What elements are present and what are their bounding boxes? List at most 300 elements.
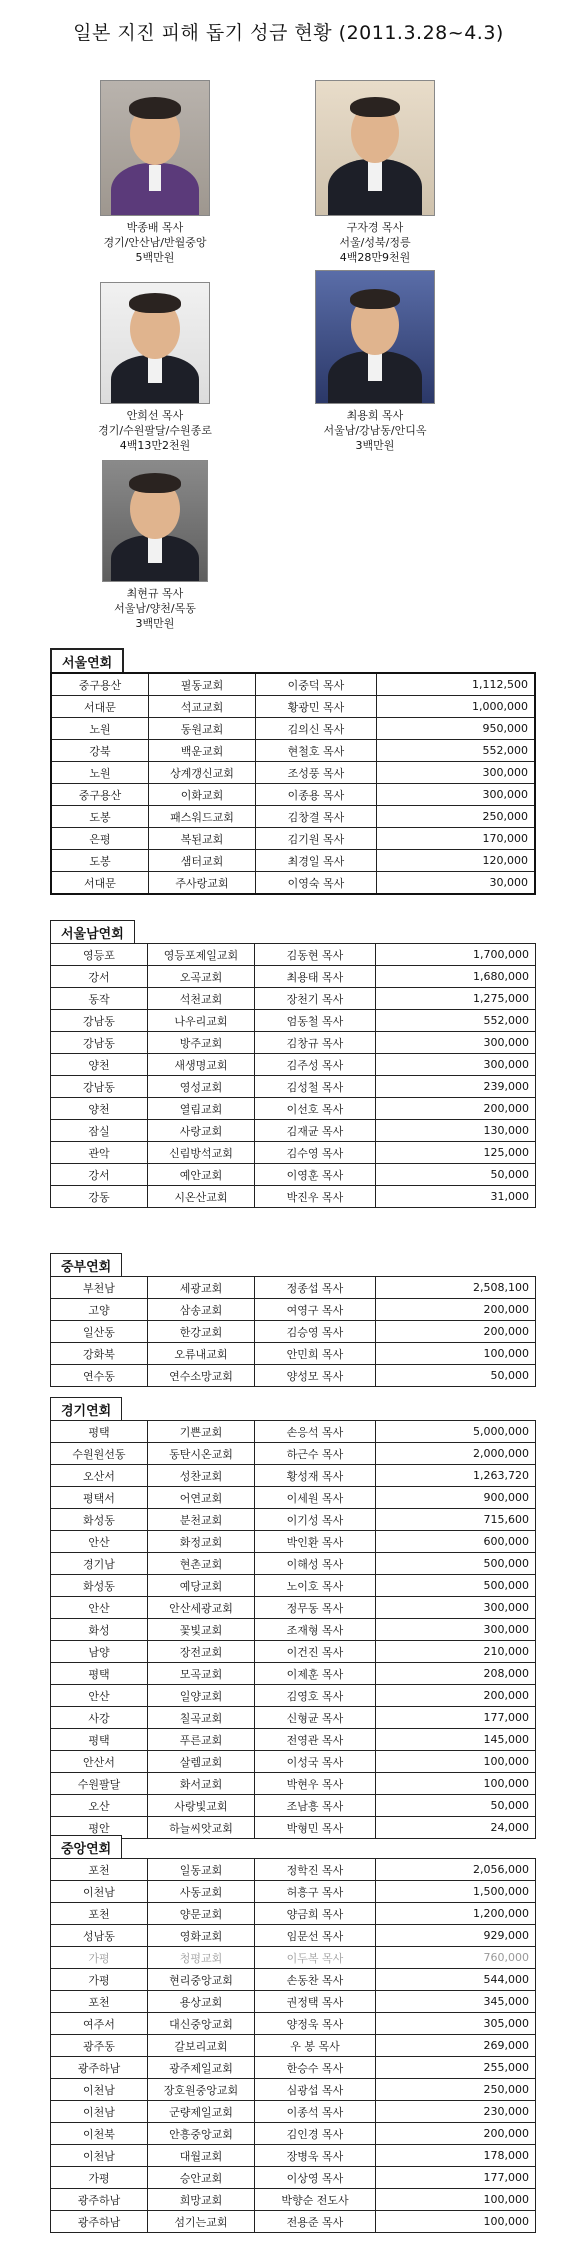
amount-cell: 200,000 — [376, 1299, 536, 1321]
pastor-cell: 임문선 목사 — [255, 1925, 376, 1947]
district-cell: 이천남 — [51, 1881, 148, 1903]
district-cell: 강남동 — [51, 1076, 148, 1098]
pastor-cell: 김수영 목사 — [255, 1142, 376, 1164]
church-cell: 현촌교회 — [148, 1553, 255, 1575]
section-label: 서울연회 — [50, 648, 124, 672]
amount-cell: 177,000 — [376, 1707, 536, 1729]
church-cell: 용상교회 — [148, 1991, 255, 2013]
pastor-cell: 현철호 목사 — [256, 740, 377, 762]
district-cell: 이천북 — [51, 2123, 148, 2145]
church-cell: 영등포제일교회 — [148, 944, 255, 966]
district-cell: 안산 — [51, 1685, 148, 1707]
pastor-cell: 이중덕 목사 — [256, 673, 377, 696]
church-cell: 방주교회 — [148, 1032, 255, 1054]
church-cell: 대월교회 — [148, 2145, 255, 2167]
church-cell: 사동교회 — [148, 1881, 255, 1903]
district-cell: 안산 — [51, 1531, 148, 1553]
table-row — [51, 1010, 536, 1032]
amount-cell: 600,000 — [376, 1531, 536, 1553]
church-cell: 일동교회 — [148, 1859, 255, 1881]
amount-cell: 715,600 — [376, 1509, 536, 1531]
amount-cell: 100,000 — [376, 2189, 536, 2211]
district-cell: 강남동 — [51, 1032, 148, 1054]
table-row — [51, 1553, 536, 1575]
table-row — [51, 1991, 536, 2013]
table-row — [51, 2211, 536, 2233]
pastor-cell: 박향순 전도사 — [255, 2189, 376, 2211]
church-cell: 갈보리교회 — [148, 2035, 255, 2057]
donor-card — [275, 80, 475, 265]
portrait-image — [100, 80, 210, 216]
pastor-cell: 조성풍 목사 — [256, 762, 377, 784]
table-row — [51, 2101, 536, 2123]
amount-cell: 300,000 — [376, 1054, 536, 1076]
amount-cell: 5,000,000 — [376, 1421, 536, 1443]
pastor-cell: 최경일 목사 — [256, 850, 377, 872]
amount-cell: 1,200,000 — [376, 1903, 536, 1925]
church-cell: 시온산교회 — [148, 1186, 255, 1208]
donor-location: 서울/성북/정릉 — [339, 236, 411, 249]
amount-cell: 239,000 — [376, 1076, 536, 1098]
amount-cell: 31,000 — [376, 1186, 536, 1208]
pastor-cell: 노이호 목사 — [255, 1575, 376, 1597]
church-cell: 동탄시온교회 — [148, 1443, 255, 1465]
table-row — [51, 1054, 536, 1076]
amount-cell: 2,056,000 — [376, 1859, 536, 1881]
district-cell: 광주동 — [51, 2035, 148, 2057]
district-cell: 안산서 — [51, 1751, 148, 1773]
amount-cell: 929,000 — [376, 1925, 536, 1947]
district-cell: 도봉 — [51, 850, 149, 872]
church-cell: 새생명교회 — [148, 1054, 255, 1076]
donor-name: 박종배 목사 — [126, 221, 184, 234]
pastor-cell: 박인환 목사 — [255, 1531, 376, 1553]
district-cell: 관악 — [51, 1142, 148, 1164]
amount-cell: 760,000 — [376, 1947, 536, 1969]
church-cell: 백운교회 — [149, 740, 256, 762]
table-row — [51, 966, 536, 988]
table-row — [51, 1465, 536, 1487]
donor-card — [275, 270, 475, 453]
district-cell: 도봉 — [51, 806, 149, 828]
pastor-cell: 여영구 목사 — [255, 1299, 376, 1321]
church-cell: 사랑교회 — [148, 1120, 255, 1142]
church-cell: 대신중앙교회 — [148, 2013, 255, 2035]
church-cell: 현리중앙교회 — [148, 1969, 255, 1991]
church-cell: 영화교회 — [148, 1925, 255, 1947]
pastor-cell: 양금희 목사 — [255, 1903, 376, 1925]
district-cell: 평안 — [51, 1817, 148, 1839]
donation-table — [50, 943, 536, 1208]
table-row — [51, 1707, 536, 1729]
amount-cell: 130,000 — [376, 1120, 536, 1142]
church-cell: 칠곡교회 — [148, 1707, 255, 1729]
table-row — [51, 872, 535, 895]
table-row — [51, 2013, 536, 2035]
amount-cell: 552,000 — [376, 1010, 536, 1032]
church-cell: 오곡교회 — [148, 966, 255, 988]
amount-cell: 1,263,720 — [376, 1465, 536, 1487]
table-row — [51, 1903, 536, 1925]
pastor-cell: 안민희 목사 — [255, 1343, 376, 1365]
table-row — [51, 1299, 536, 1321]
pastor-cell: 전용준 목사 — [255, 2211, 376, 2233]
amount-cell: 250,000 — [377, 806, 536, 828]
pastor-cell: 허흥구 목사 — [255, 1881, 376, 1903]
church-cell: 청평교회 — [148, 1947, 255, 1969]
table-row — [51, 718, 535, 740]
district-cell: 안산 — [51, 1597, 148, 1619]
district-cell: 평택 — [51, 1663, 148, 1685]
district-cell: 광주하남 — [51, 2211, 148, 2233]
table-row — [51, 828, 535, 850]
district-cell: 광주하남 — [51, 2057, 148, 2079]
pastor-cell: 이종용 목사 — [256, 784, 377, 806]
amount-cell: 300,000 — [377, 784, 536, 806]
church-cell: 안흥중앙교회 — [148, 2123, 255, 2145]
donor-location: 서울남/강남동/안디옥 — [323, 424, 427, 437]
church-cell: 신림방석교회 — [148, 1142, 255, 1164]
pastor-cell: 조남흥 목사 — [255, 1795, 376, 1817]
district-cell: 영등포 — [51, 944, 148, 966]
district-cell: 광주하남 — [51, 2189, 148, 2211]
table-row — [51, 988, 536, 1010]
church-cell: 열림교회 — [148, 1098, 255, 1120]
pastor-cell: 이영숙 목사 — [256, 872, 377, 895]
district-cell: 가평 — [51, 2167, 148, 2189]
table-row — [51, 2123, 536, 2145]
church-cell: 세광교회 — [148, 1277, 255, 1299]
donor-name: 최용희 목사 — [346, 409, 404, 422]
pastor-cell: 양성모 목사 — [255, 1365, 376, 1387]
pastor-cell: 김동현 목사 — [255, 944, 376, 966]
table-row — [51, 1321, 536, 1343]
district-cell: 포천 — [51, 1903, 148, 1925]
amount-cell: 255,000 — [376, 2057, 536, 2079]
table-row — [51, 673, 535, 696]
table-row — [51, 2057, 536, 2079]
pastor-cell: 장병욱 목사 — [255, 2145, 376, 2167]
table-row — [51, 762, 535, 784]
amount-cell: 305,000 — [376, 2013, 536, 2035]
table-row — [51, 696, 535, 718]
amount-cell: 200,000 — [376, 1685, 536, 1707]
table-row — [51, 784, 535, 806]
table-row — [51, 1343, 536, 1365]
district-cell: 부천남 — [51, 1277, 148, 1299]
district-cell: 서대문 — [51, 696, 149, 718]
amount-cell: 552,000 — [377, 740, 536, 762]
amount-cell: 200,000 — [376, 1098, 536, 1120]
donor-amount: 5백만원 — [135, 251, 175, 264]
pastor-cell: 장천기 목사 — [255, 988, 376, 1010]
conference-section-seoul — [50, 648, 536, 895]
amount-cell: 200,000 — [376, 1321, 536, 1343]
pastor-cell: 김주성 목사 — [255, 1054, 376, 1076]
amount-cell: 50,000 — [376, 1795, 536, 1817]
table-row — [51, 1969, 536, 1991]
district-cell: 잠실 — [51, 1120, 148, 1142]
district-cell: 동작 — [51, 988, 148, 1010]
amount-cell: 300,000 — [377, 762, 536, 784]
district-cell: 연수동 — [51, 1365, 148, 1387]
amount-cell: 125,000 — [376, 1142, 536, 1164]
pastor-cell: 김성철 목사 — [255, 1076, 376, 1098]
amount-cell: 177,000 — [376, 2167, 536, 2189]
amount-cell: 24,000 — [376, 1817, 536, 1839]
district-cell: 은평 — [51, 828, 149, 850]
pastor-cell: 김승영 목사 — [255, 1321, 376, 1343]
amount-cell: 269,000 — [376, 2035, 536, 2057]
district-cell: 수원팔달 — [51, 1773, 148, 1795]
table-row — [51, 1773, 536, 1795]
district-cell: 경기남 — [51, 1553, 148, 1575]
church-cell: 삼송교회 — [148, 1299, 255, 1321]
portrait-image — [315, 270, 435, 404]
pastor-cell: 김재균 목사 — [255, 1120, 376, 1142]
table-row — [51, 1365, 536, 1387]
amount-cell: 100,000 — [376, 1751, 536, 1773]
church-cell: 모곡교회 — [148, 1663, 255, 1685]
church-cell: 필동교회 — [149, 673, 256, 696]
amount-cell: 100,000 — [376, 2211, 536, 2233]
district-cell: 중구용산 — [51, 784, 149, 806]
donor-card — [55, 80, 255, 265]
district-cell: 강화북 — [51, 1343, 148, 1365]
donation-table — [50, 1858, 536, 2233]
pastor-cell: 손응석 목사 — [255, 1421, 376, 1443]
table-row — [51, 1575, 536, 1597]
pastor-cell: 이영훈 목사 — [255, 1164, 376, 1186]
church-cell: 주사랑교회 — [149, 872, 256, 895]
donor-name: 안희선 목사 — [126, 409, 184, 422]
amount-cell: 145,000 — [376, 1729, 536, 1751]
donor-location: 경기/수원팔달/수원종로 — [98, 424, 212, 437]
table-row — [51, 2145, 536, 2167]
amount-cell: 950,000 — [377, 718, 536, 740]
district-cell: 화성동 — [51, 1575, 148, 1597]
table-row — [51, 1795, 536, 1817]
pastor-cell: 이제훈 목사 — [255, 1663, 376, 1685]
amount-cell: 178,000 — [376, 2145, 536, 2167]
district-cell: 수원원선동 — [51, 1443, 148, 1465]
church-cell: 한강교회 — [148, 1321, 255, 1343]
amount-cell: 208,000 — [376, 1663, 536, 1685]
table-row — [51, 1859, 536, 1881]
pastor-cell: 이상영 목사 — [255, 2167, 376, 2189]
pastor-cell: 이기성 목사 — [255, 1509, 376, 1531]
amount-cell: 170,000 — [377, 828, 536, 850]
district-cell: 여주서 — [51, 2013, 148, 2035]
table-row — [51, 1076, 536, 1098]
donation-table — [50, 1420, 536, 1839]
pastor-cell: 황광민 목사 — [256, 696, 377, 718]
district-cell: 사강 — [51, 1707, 148, 1729]
table-row — [51, 1641, 536, 1663]
church-cell: 화서교회 — [148, 1773, 255, 1795]
pastor-cell: 정종섭 목사 — [255, 1277, 376, 1299]
amount-cell: 100,000 — [376, 1773, 536, 1795]
pastor-cell: 전영관 목사 — [255, 1729, 376, 1751]
district-cell: 중구용산 — [51, 673, 149, 696]
district-cell: 포천 — [51, 1859, 148, 1881]
table-row — [51, 1186, 536, 1208]
amount-cell: 500,000 — [376, 1553, 536, 1575]
pastor-cell: 하근수 목사 — [255, 1443, 376, 1465]
pastor-cell: 박현우 목사 — [255, 1773, 376, 1795]
district-cell: 화성동 — [51, 1509, 148, 1531]
amount-cell: 120,000 — [377, 850, 536, 872]
table-row — [51, 2035, 536, 2057]
church-cell: 어연교회 — [148, 1487, 255, 1509]
pastor-cell: 이세원 목사 — [255, 1487, 376, 1509]
pastor-cell: 조재형 목사 — [255, 1619, 376, 1641]
church-cell: 분천교회 — [148, 1509, 255, 1531]
amount-cell: 200,000 — [376, 2123, 536, 2145]
amount-cell: 250,000 — [376, 2079, 536, 2101]
pastor-cell: 엄동철 목사 — [255, 1010, 376, 1032]
pastor-cell: 이건진 목사 — [255, 1641, 376, 1663]
amount-cell: 210,000 — [376, 1641, 536, 1663]
church-cell: 영성교회 — [148, 1076, 255, 1098]
district-cell: 가평 — [51, 1969, 148, 1991]
section-label: 서울남연회 — [50, 920, 135, 943]
portrait-image — [315, 80, 435, 216]
table-row — [51, 1751, 536, 1773]
district-cell: 평택서 — [51, 1487, 148, 1509]
table-row — [51, 1164, 536, 1186]
table-row — [51, 1487, 536, 1509]
church-cell: 예안교회 — [148, 1164, 255, 1186]
table-row — [51, 2079, 536, 2101]
church-cell: 동원교회 — [149, 718, 256, 740]
amount-cell: 1,000,000 — [377, 696, 536, 718]
amount-cell: 230,000 — [376, 2101, 536, 2123]
donor-card — [55, 460, 255, 631]
pastor-cell: 김창결 목사 — [256, 806, 377, 828]
district-cell: 이천남 — [51, 2101, 148, 2123]
table-row — [51, 1032, 536, 1054]
church-cell: 석천교회 — [148, 988, 255, 1010]
district-cell: 서대문 — [51, 872, 149, 895]
table-row — [51, 1277, 536, 1299]
district-cell: 가평 — [51, 1947, 148, 1969]
table-row — [51, 2167, 536, 2189]
table-row — [51, 1142, 536, 1164]
pastor-cell: 황성재 목사 — [255, 1465, 376, 1487]
church-cell: 나우리교회 — [148, 1010, 255, 1032]
amount-cell: 1,680,000 — [376, 966, 536, 988]
section-label: 경기연회 — [50, 1397, 122, 1420]
pastor-cell: 신형균 목사 — [255, 1707, 376, 1729]
amount-cell: 1,500,000 — [376, 1881, 536, 1903]
amount-cell: 1,275,000 — [376, 988, 536, 1010]
district-cell: 강서 — [51, 1164, 148, 1186]
district-cell: 노원 — [51, 718, 149, 740]
amount-cell: 50,000 — [376, 1365, 536, 1387]
pastor-cell: 한승수 목사 — [255, 2057, 376, 2079]
donor-name: 구자경 목사 — [346, 221, 404, 234]
pastor-cell: 우 봉 목사 — [255, 2035, 376, 2057]
donor-card — [55, 282, 255, 453]
district-cell: 성남동 — [51, 1925, 148, 1947]
conference-section-gyeonggi — [50, 1397, 536, 1839]
district-cell: 오산 — [51, 1795, 148, 1817]
church-cell: 오류내교회 — [148, 1343, 255, 1365]
donation-table — [50, 1276, 536, 1387]
church-cell: 희망교회 — [148, 2189, 255, 2211]
amount-cell: 500,000 — [376, 1575, 536, 1597]
pastor-cell: 이종석 목사 — [255, 2101, 376, 2123]
pastor-cell: 이성국 목사 — [255, 1751, 376, 1773]
district-cell: 강남동 — [51, 1010, 148, 1032]
church-cell: 승안교회 — [148, 2167, 255, 2189]
pastor-cell: 이선호 목사 — [255, 1098, 376, 1120]
donor-name: 최현규 목사 — [126, 587, 184, 600]
conference-section-jungang — [50, 1835, 536, 2233]
table-row — [51, 1947, 536, 1969]
section-label: 중앙연회 — [50, 1835, 122, 1858]
table-row — [51, 1531, 536, 1553]
amount-cell: 2,508,100 — [376, 1277, 536, 1299]
pastor-cell: 양정욱 목사 — [255, 2013, 376, 2035]
church-cell: 샘터교회 — [149, 850, 256, 872]
amount-cell: 1,700,000 — [376, 944, 536, 966]
church-cell: 꽃빛교회 — [148, 1619, 255, 1641]
district-cell: 포천 — [51, 1991, 148, 2013]
table-row — [51, 1663, 536, 1685]
church-cell: 화정교회 — [148, 1531, 255, 1553]
district-cell: 이천남 — [51, 2079, 148, 2101]
donor-amount: 3백만원 — [135, 617, 175, 630]
table-row — [51, 1685, 536, 1707]
pastor-cell: 김의신 목사 — [256, 718, 377, 740]
table-row — [51, 1619, 536, 1641]
church-cell: 기쁜교회 — [148, 1421, 255, 1443]
church-cell: 사랑빛교회 — [148, 1795, 255, 1817]
donor-amount: 4백13만2천원 — [119, 439, 191, 452]
pastor-cell: 정무동 목사 — [255, 1597, 376, 1619]
amount-cell: 50,000 — [376, 1164, 536, 1186]
amount-cell: 900,000 — [376, 1487, 536, 1509]
church-cell: 복된교회 — [149, 828, 256, 850]
district-cell: 평택 — [51, 1729, 148, 1751]
table-row — [51, 944, 536, 966]
table-row — [51, 1098, 536, 1120]
pastor-cell: 박진우 목사 — [255, 1186, 376, 1208]
section-label: 중부연회 — [50, 1253, 122, 1276]
pastor-cell: 이해성 목사 — [255, 1553, 376, 1575]
pastor-cell: 심광섭 목사 — [255, 2079, 376, 2101]
table-row — [51, 2189, 536, 2211]
portrait-image — [102, 460, 208, 582]
church-cell: 예당교회 — [148, 1575, 255, 1597]
district-cell: 양천 — [51, 1054, 148, 1076]
district-cell: 고양 — [51, 1299, 148, 1321]
district-cell: 평택 — [51, 1421, 148, 1443]
pastor-cell: 손동찬 목사 — [255, 1969, 376, 1991]
district-cell: 오산서 — [51, 1465, 148, 1487]
district-cell: 남양 — [51, 1641, 148, 1663]
amount-cell: 30,000 — [377, 872, 536, 895]
table-row — [51, 806, 535, 828]
pastor-cell: 최용태 목사 — [255, 966, 376, 988]
church-cell: 푸른교회 — [148, 1729, 255, 1751]
church-cell: 장호원중앙교회 — [148, 2079, 255, 2101]
church-cell: 군량제일교회 — [148, 2101, 255, 2123]
church-cell: 하늘씨앗교회 — [148, 1817, 255, 1839]
pastor-cell: 김인경 목사 — [255, 2123, 376, 2145]
